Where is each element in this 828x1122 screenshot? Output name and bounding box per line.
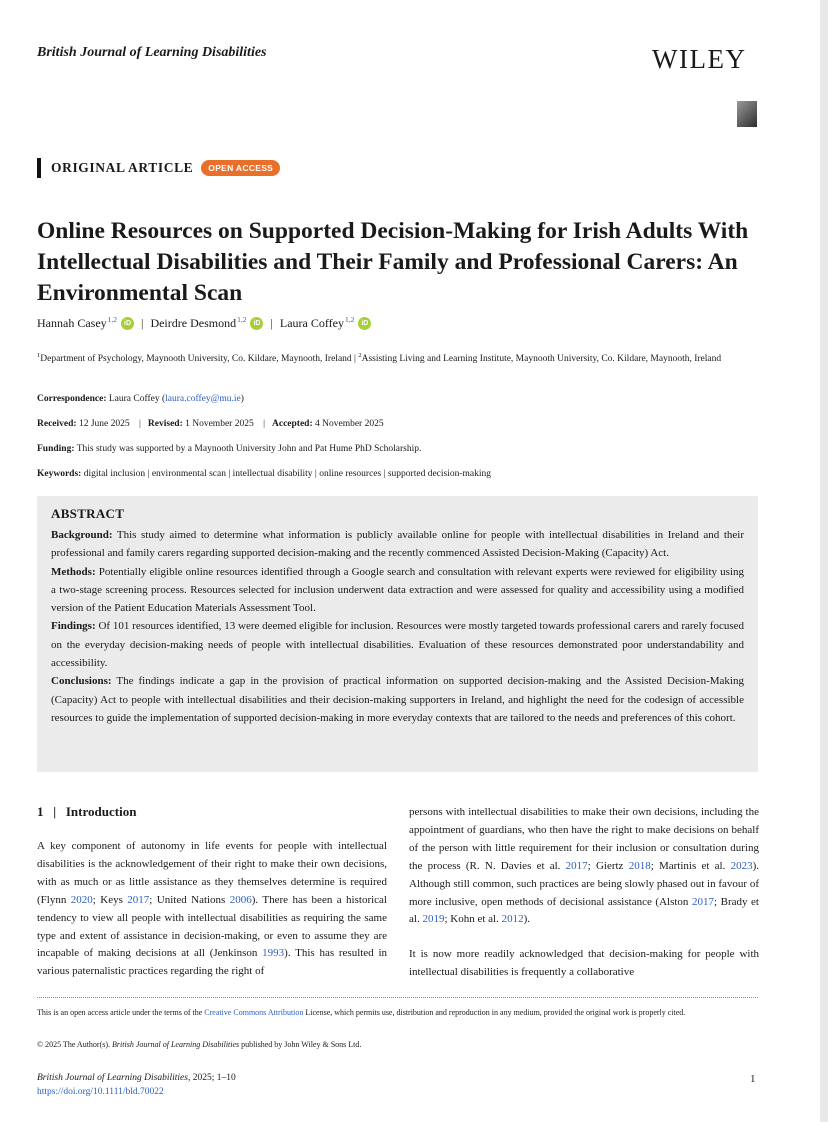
- text-run: ; Martinis et al.: [650, 859, 731, 872]
- text-run: ; Kohn et al.: [444, 913, 502, 926]
- citation-link[interactable]: 2023: [730, 859, 753, 872]
- abstract-findings: Findings: Of 101 resources identified, 13 were deemed eligible for inclusion. Resources were mostly targeted towards professional carers and rarely focused on the everyday decision-making needs of people with intellectual disabilities. Evaluation of these resources demonstrated poor understandability and accessibility.: [51, 620, 745, 670]
- body-column-left: [37, 838, 387, 981]
- body-column-right: [409, 804, 759, 982]
- dates: Received: 12 June 2025 | Revised: 1 November 2025 | Accepted: 4 November 2025: [37, 419, 384, 429]
- paragraph: [409, 804, 759, 929]
- article-type-label: ORIGINAL ARTICLE: [51, 160, 194, 175]
- text-run: ; Giertz: [587, 859, 629, 872]
- viewer-edge: [820, 0, 828, 1122]
- affiliations: $^1$Department of Psychology, Maynooth University, Co. Kildare, Maynooth, Ireland | $^2$Assisting Living and Learning Institute, Maynooth University, Co. Kildare, Maynooth, Ireland: [37, 352, 722, 365]
- check-for-updates-icon[interactable]: [737, 101, 757, 127]
- text-run: ). Although still common, such practices are being slowly phased out in favour of more inclusive, open methods of decisional assistance (Alston: [409, 859, 759, 908]
- citation-link[interactable]: 2012: [501, 913, 524, 926]
- author-list: [37, 316, 371, 331]
- text-run: ).: [523, 913, 531, 926]
- email-link[interactable]: laura.coffey@mu.ie: [165, 394, 241, 404]
- citation-link[interactable]: 2017: [127, 893, 150, 906]
- citation-link[interactable]: 2018: [628, 859, 651, 872]
- text-run: ; Brady et al.: [409, 895, 759, 926]
- abstract-conclusions: Conclusions: The findings indicate a gap in the provision of practical information on supported decision-making and the Assisted Decision-Making (Capacity) Act to people with intellectual disabilities and their decision-making supporters in Ireland, and highlight the need for the codesign of accessible resources to guide the implementation of supported decision-making in more everyday contexts that are tailored to the needs and preferences of this cohort.: [51, 675, 744, 724]
- text-run: persons with intellectual disabilities to make their own decisions, including the appointment of guardians, who then have the right to make decisions on behalf of the person with little requirement for their inclusion or consultation during the process (R. N. Davies et al.: [409, 806, 759, 872]
- orcid-icon[interactable]: iD: [121, 317, 134, 330]
- funding: Funding: This study was supported by a Maynooth University John and Pat Hume PhD Scholarship.: [37, 444, 422, 454]
- footer-citation: British Journal of Learning Disabilities, 2025; 1–10: [37, 1073, 236, 1083]
- author-desmond[interactable]: Deirdre Desmond $^{1,2}$ iD: [150, 316, 263, 331]
- correspondence: Correspondence: Laura Coffey (laura.coffey@mu.ie): [37, 394, 244, 404]
- abstract-box: [37, 496, 758, 772]
- citation-link[interactable]: 2019: [422, 913, 445, 926]
- text-run: ). There has been a historical tendency to view all people with intellectual disabilities as requiring the same type and extent of assistance in decision-making, or even to assume they are incapable of making decisions at all (Jenkinson: [37, 893, 387, 960]
- author-coffey[interactable]: Laura Coffey $^{1,2}$ iD: [280, 316, 371, 331]
- doi-link[interactable]: https://doi.org/10.1111/bld.70022: [37, 1087, 164, 1097]
- page-number: 1: [750, 1073, 756, 1085]
- abstract-background: Background: This study aimed to determine what information is publicly available online for people with intellectual disabilities in Ireland and their professional and family carers regarding supported decision-making and the recently commenced Assisted Decision-Making (Capacity) Act.: [51, 529, 744, 560]
- text-run: ; Keys: [92, 893, 128, 906]
- publisher-logo[interactable]: WILEY: [652, 44, 747, 74]
- copyright-notice: © 2025 The Author(s). British Journal of Learning Disabilities published by John Wiley & Sons Ltd.: [37, 1040, 362, 1049]
- text-run: ; United Nations: [149, 893, 230, 906]
- footnote-divider: [37, 997, 758, 998]
- license-notice: This is an open access article under the terms of the Creative Commons Attribution License, which permits use, distribution and reproduction in any medium, provided the original work is properly cited.: [37, 1008, 686, 1017]
- citation-link[interactable]: 2017: [691, 895, 714, 908]
- text-run: ). This has resulted in various paternalistic practices regarding the right of: [37, 947, 388, 978]
- citation-link[interactable]: 2020: [70, 893, 93, 906]
- author-separator: |: [141, 316, 144, 330]
- orcid-icon[interactable]: iD: [250, 317, 263, 330]
- citation-link[interactable]: 2006: [229, 893, 252, 906]
- orcid-icon[interactable]: iD: [358, 317, 371, 330]
- open-access-badge: OPEN ACCESS: [201, 160, 280, 176]
- citation-link[interactable]: 1993: [262, 947, 285, 960]
- abstract-heading: ABSTRACT: [51, 506, 125, 521]
- author-separator: |: [270, 316, 273, 330]
- author-casey[interactable]: Hannah Casey $^{1,2}$ iD: [37, 316, 134, 331]
- abstract-methods: Methods: Potentially eligible online resources identified through a Google search and consultation with relevant experts were reviewed for eligibility using a two-stage screening process. Resources selected for inclusion underwent data extraction and were assessed for quality and accessibility using a modified version of the Patient Education Materials Assessment Tool.: [51, 565, 744, 615]
- article-title: Online Resources on Supported Decision-Making for Irish Adults With Intellectual Disabilities and Their Family and Professional Carers: An Environmental Scan: [37, 218, 749, 306]
- type-bar: [37, 158, 41, 178]
- paragraph: [37, 838, 387, 981]
- article-type-row: [37, 158, 280, 178]
- keywords: Keywords: digital inclusion | environmental scan | intellectual disability | online resources | supported decision-making: [37, 469, 492, 479]
- section-heading-introduction: 1 | Introduction: [37, 804, 137, 819]
- cc-license-link[interactable]: Creative Commons Attribution: [204, 1008, 304, 1017]
- journal-name: British Journal of Learning Disabilities: [37, 45, 267, 60]
- citation-link[interactable]: 2017: [565, 859, 588, 872]
- paragraph: It is now more readily acknowledged that decision-making for people with intellectual disabilities is frequently a collaborative: [409, 948, 759, 979]
- text-run: A key component of autonomy in life events for people with intellectual disabilities is the acknowledgement of their right to make their own decisions, with as much or as little assistance as they themselves determine is required (Flynn: [37, 840, 387, 906]
